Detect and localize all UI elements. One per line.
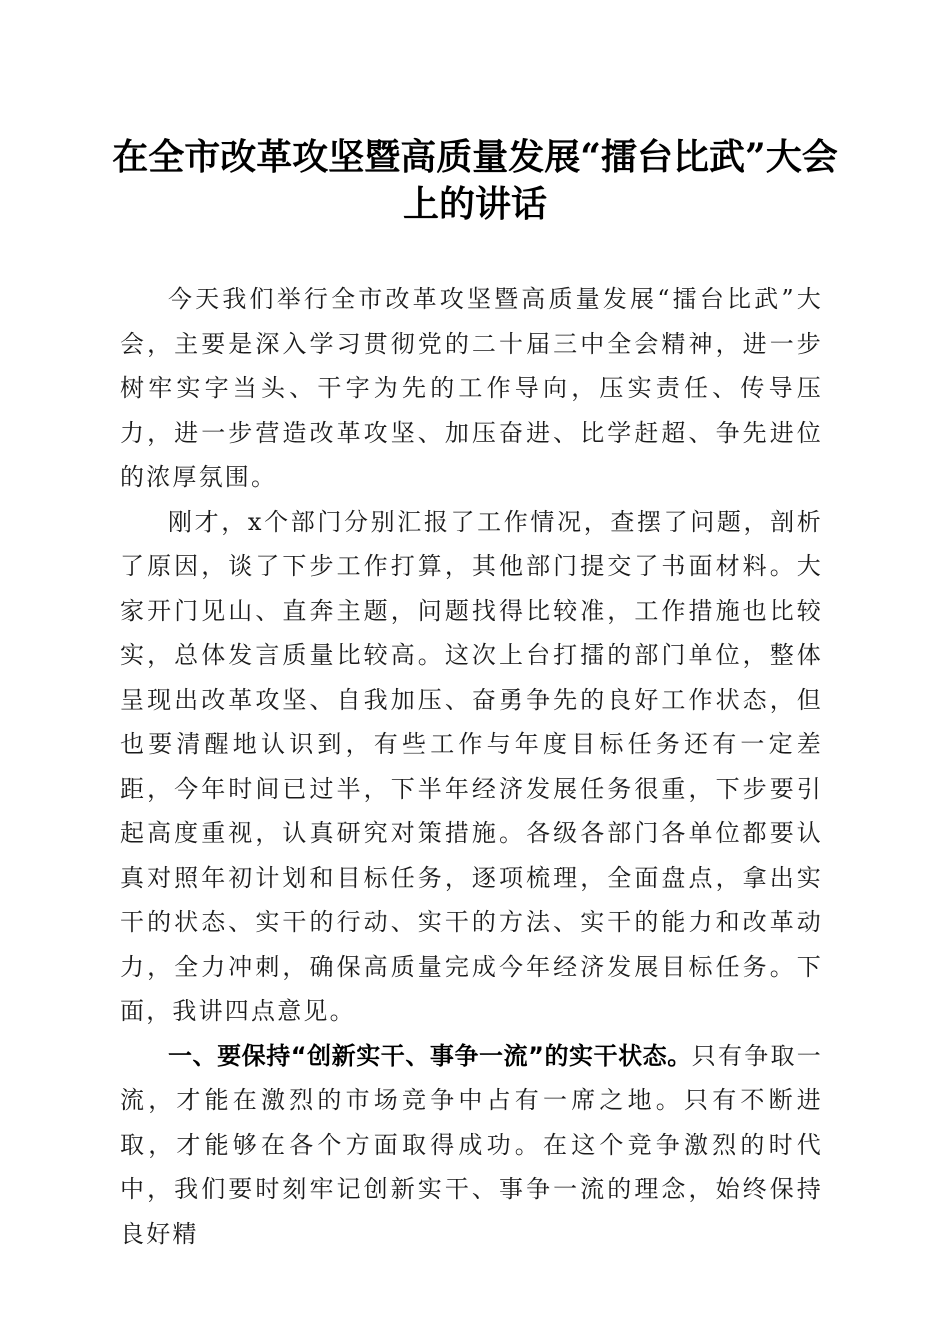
document-title: 在全市改革攻坚暨高质量发展“擂台比武”大会上的讲话	[112, 136, 838, 225]
paragraph-text: 刚才，x个部门分别汇报了工作情况，查摆了问题，剖析了原因，谈了下步工作打算，其他部门提交了书面材料。大家开门见山、直奔主题，问题找得比较准，工作措施也比较实，总体发言质量比较高。这次上台打擂的部门单位，整体呈现出改革攻坚、自我加压、奋勇争先的良好工作状态，但也要清醒地认识到，有些工作与年度目标任务还有一定差距，今年时间已过半，下半年经济发展任务很重，下步要引起高度重视，认真研究对策措施。各级各部门各单位都要认真对照年初计划和目标任务，逐项梳理，全面盘点，拿出实干的状态、实干的行动、实干的方法、实干的能力和改革动力，全力冲刺，确保高质量完成今年经济发展目标任务。下面，我讲四点意见。	[120, 507, 823, 1025]
paragraph-review	[120, 500, 823, 1034]
paragraph-text: 只有争取一流，才能在激烈的市场竞争中占有一席之地。只有不断进取，才能够在各个方面取得成功。在这个竞争激烈的时代中，我们要时刻牢记创新实干、事争一流的理念，始终保持良好精	[120, 1041, 824, 1248]
paragraph-point-one	[120, 1034, 823, 1257]
document-body	[120, 277, 823, 1256]
paragraph-text: 今天我们举行全市改革攻坚暨高质量发展“擂台比武”大会，主要是深入学习贯彻党的二十届三中全会精神，进一步树牢实字当头、干字为先的工作导向，压实责任、传导压力，进一步营造改革攻坚、加压奋进、比学赶超、争先进位的浓厚氛围。	[120, 285, 823, 491]
paragraph-opening	[120, 277, 823, 500]
section-heading: 一、要保持“创新实干、事争一流”的实干状态。	[168, 1041, 692, 1070]
